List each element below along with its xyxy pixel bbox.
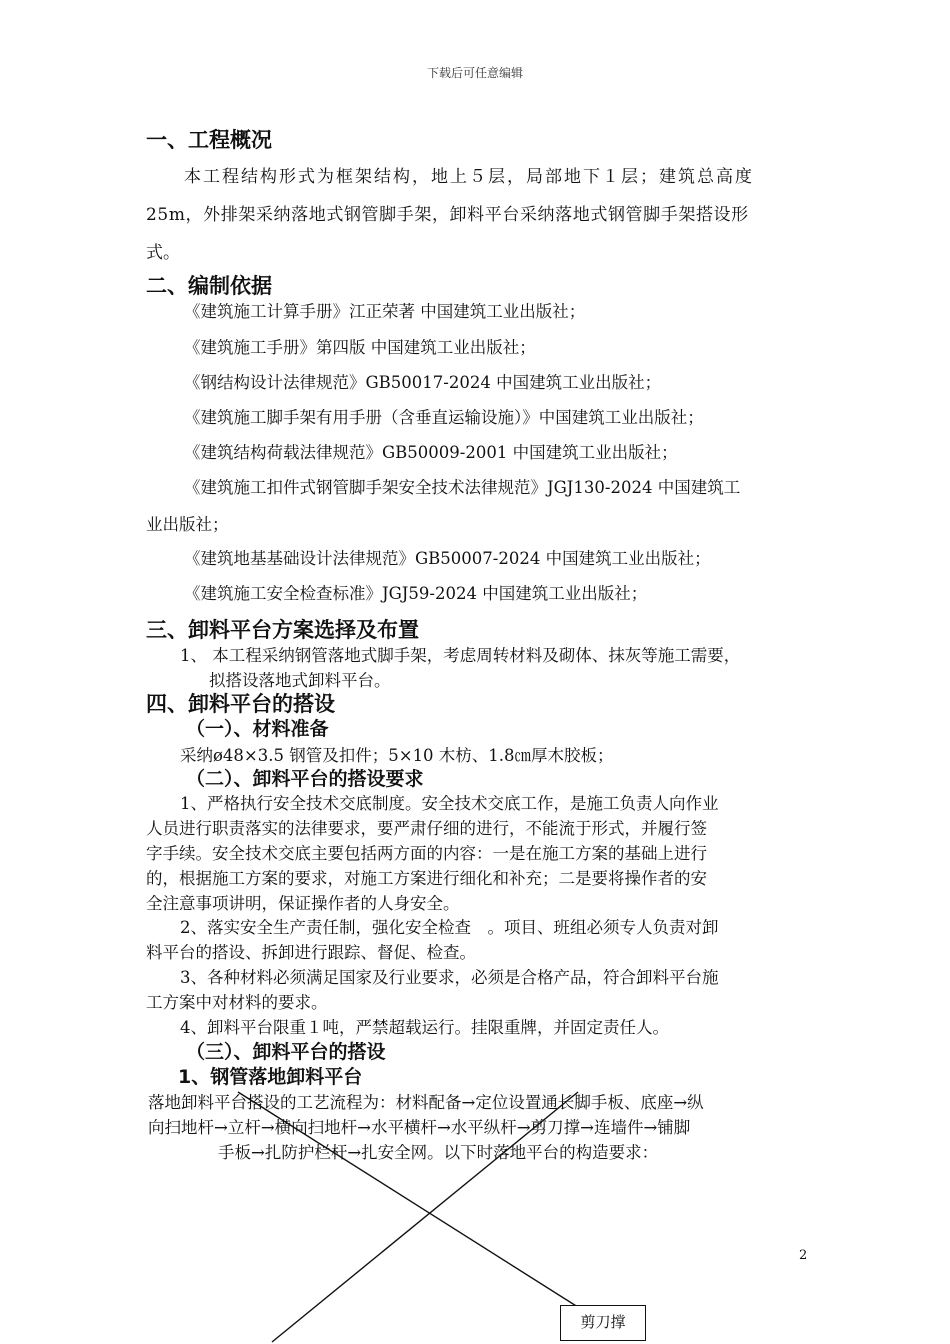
requirement-line: 全注意事项讲明，保证操作者的人身安全。	[146, 894, 460, 913]
section-3-line-1: 1、 本工程采纳钢管落地式脚手架，考虑周转材料及砌体、抹灰等施工需要，	[180, 646, 741, 665]
section-2-title: 二、编制依据	[146, 274, 272, 298]
requirement-line: 2、落实安全生产责任制，强化安全检查 。项目、班组必须专人负责对卸	[180, 918, 719, 937]
requirement-line: 1、严格执行安全技术交底制度。安全技术交底工作，是施工负责人向作业	[180, 794, 719, 813]
reference-item: 《建筑施工脚手架有用手册（含垂直运输设施）》中国建筑工业出版社；	[184, 408, 704, 427]
reference-item: 《建筑结构荷载法律规范》GB50009-2001 中国建筑工业出版社；	[184, 443, 678, 462]
requirement-line: 人员进行职责落实的法律要求，要严肃仔细的进行，不能流于形式，并履行签	[146, 819, 707, 838]
process-line: 向扫地杆→立杆→横向扫地杆→水平横杆→水平纵杆→剪刀撑→连墙件→铺脚	[148, 1118, 691, 1137]
brace-line-left	[238, 1092, 630, 1340]
requirement-line: 料平台的搭设、拆卸进行跟踪、督促、检查。	[146, 943, 476, 962]
requirement-line: 的，根据施工方案的要求，对施工方案进行细化和补充；二是要将操作者的安	[146, 869, 707, 888]
reference-item: 《建筑施工安全检查标准》JGJ59-2024 中国建筑工业出版社；	[184, 584, 648, 603]
scissor-brace-label: 剪刀撑	[560, 1305, 646, 1341]
reference-item: 《建筑施工计算手册》江正荣著 中国建筑工业出版社；	[184, 302, 586, 321]
requirement-line: 3、各种材料必须满足国家及行业要求，必须是合格产品，符合卸料平台施	[180, 968, 719, 987]
requirement-line: 字手续。安全技术交底主要包括两方面的内容：一是在施工方案的基础上进行	[146, 844, 707, 863]
section-1-line-2: 25m，外排架采纳落地式钢管脚手架，卸料平台采纳落地式钢管脚手架搭设形	[146, 205, 749, 225]
process-line: 手板→扎防护栏杆→扎安全网。以下时落地平台的构造要求：	[218, 1143, 659, 1162]
reference-item: 《建筑施工手册》第四版 中国建筑工业出版社；	[184, 338, 536, 357]
page-header-note: 下载后可任意编辑	[426, 66, 523, 80]
page-number: 2	[799, 1248, 808, 1263]
requirement-line: 4、卸料平台限重１吨，严禁超载运行。挂限重牌，并固定责任人。	[180, 1018, 669, 1037]
subsection-3-title: （三）、卸料平台的搭设	[186, 1041, 386, 1063]
subsection-2-title: （二）、卸料平台的搭设要求	[186, 768, 424, 790]
subsection-1-title: （一）、材料准备	[186, 718, 329, 740]
materials-line: 采纳ø48×3.5 钢管及扣件；5×10 木枋、1.8㎝厚木胶板；	[180, 746, 614, 765]
section-1-title: 一、工程概况	[146, 128, 272, 152]
brace-line-right	[272, 1092, 578, 1342]
section-3-title: 三、卸料平台方案选择及布置	[146, 618, 419, 642]
reference-item: 《建筑施工扣件式钢管脚手架安全技术法律规范》JGJ130-2024 中国建筑工	[184, 478, 741, 497]
reference-item-continued: 业出版社；	[146, 515, 229, 534]
section-3-line-2: 拟搭设落地式卸料平台。	[209, 671, 391, 690]
section-1-line-1: 本工程结构形式为框架结构，地上５层，局部地下１层；建筑总高度	[184, 167, 754, 187]
section-4-title: 四、卸料平台的搭设	[146, 692, 335, 716]
process-line: 落地卸料平台搭设的工艺流程为：材料配备→定位设置通长脚手板、底座→纵	[148, 1093, 704, 1112]
section-1-line-3: 式。	[146, 243, 180, 263]
reference-item: 《建筑地基基础设计法律规范》GB50007-2024 中国建筑工业出版社；	[184, 549, 711, 568]
reference-item: 《钢结构设计法律规范》GB50017-2024 中国建筑工业出版社；	[184, 373, 662, 392]
requirement-line: 工方案中对材料的要求。	[146, 993, 328, 1012]
item-1-title: 1、钢管落地卸料平台	[178, 1066, 363, 1088]
